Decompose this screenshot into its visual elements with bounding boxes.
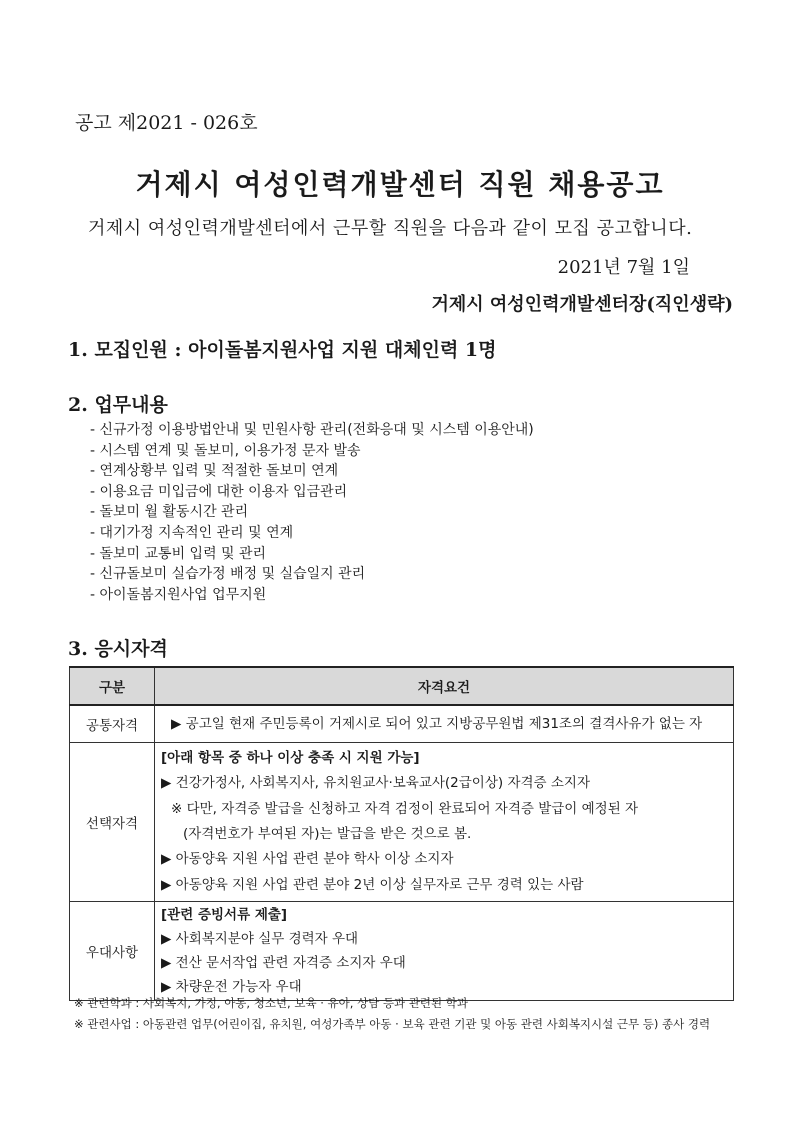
requirement-preferred	[155, 902, 734, 1001]
list-item: - 신규돌보미 실습가정 배정 및 실습일지 관리	[90, 566, 366, 583]
section-duties-heading: 2. 업무내용	[68, 394, 168, 416]
selective-line-2b: (자격번호가 부여된 자)는 발급을 받은 것으로 봄.	[183, 826, 472, 842]
table-row-selective	[70, 743, 734, 902]
selective-line-3: ▶ 아동양육 지원 사업 관련 분야 학사 이상 소지자	[161, 851, 454, 867]
selective-line-4: ▶ 아동양육 지원 사업 관련 분야 2년 이상 실무자로 근무 경력 있는 사람	[161, 877, 584, 893]
list-item: - 아이돌봄지원사업 업무지원	[90, 586, 267, 603]
category-selective: 선택자격	[70, 743, 155, 902]
duties-list	[90, 420, 534, 605]
list-item: - 돌보미 월 활동시간 관리	[90, 504, 249, 521]
page-title: 거제시 여성인력개발센터 직원 채용공고	[135, 168, 665, 201]
selective-line-1: ▶ 건강가정사, 사회복지사, 유치원교사·보육교사(2급이상) 자격증 소지자	[161, 775, 590, 791]
list-item: - 대기가정 지속적인 관리 및 연계	[90, 524, 294, 541]
list-item: - 돌보미 교통비 입력 및 관리	[90, 545, 267, 562]
notice-number: 공고 제2021 - 026호	[75, 112, 258, 134]
section-qualification-heading: 3. 응시자격	[68, 638, 168, 660]
common-line: ▶ 공고일 현재 주민등록이 거제시로 되어 있고 지방공무원법 제31조의 결격사유가 없는 자	[171, 716, 703, 732]
table-header-row	[70, 667, 734, 705]
selective-line-2a: ※ 다만, 자격증 발급을 신청하고 자격 검정이 완료되어 자격증 발급이 예정된 자	[171, 801, 639, 817]
header-category: 구분	[70, 667, 155, 705]
section-recruitment-heading: 1. 모집인원 : 아이돌봄지원사업 지원 대체인력 1명	[68, 339, 497, 361]
preferred-note: [관련 증빙서류 제출]	[161, 907, 288, 923]
preferred-line-1: ▶ 사회복지분야 실무 경력자 우대	[161, 931, 359, 947]
list-item: - 연계상황부 입력 및 적절한 돌보미 연계	[90, 463, 339, 480]
table-row-preferred	[70, 902, 734, 1001]
header-requirement: 자격요건	[155, 667, 734, 705]
category-common: 공통자격	[70, 705, 155, 743]
footnote-related-work: ※ 관련사업 : 아동관련 업무(어린이집, 유치원, 여성가족부 아동 · 보육 관련 기관 및 아동 관련 사회복지시설 근무 등) 종사 경력	[74, 1017, 711, 1031]
preferred-line-3: ▶ 차량운전 가능자 우대	[161, 979, 302, 995]
qualification-table	[69, 666, 734, 1001]
list-item: - 이용요금 미입금에 대한 이용자 입금관리	[90, 483, 348, 500]
list-item: - 시스템 연계 및 돌보미, 이용가정 문자 발송	[90, 442, 361, 459]
issuer: 거제시 여성인력개발센터장(직인생략)	[431, 294, 733, 315]
notice-date: 2021년 7월 1일	[557, 257, 690, 278]
list-item: - 신규가정 이용방법안내 및 민원사항 관리(전화응대 및 시스템 이용안내)	[90, 422, 534, 438]
requirement-selective	[155, 743, 734, 902]
preferred-line-2: ▶ 전산 문서작업 관련 자격증 소지자 우대	[161, 955, 406, 971]
selective-note: [아래 항목 중 하나 이상 충족 시 지원 가능]	[161, 750, 420, 766]
footnote-related-major: ※ 관련학과 : 사회복지, 가정, 아동, 청소년, 보육 · 유아, 상담 등과 관련된 학과	[74, 996, 469, 1010]
requirement-common	[155, 705, 734, 743]
intro-text: 거제시 여성인력개발센터에서 근무할 직원을 다음과 같이 모집 공고합니다.	[88, 218, 693, 239]
category-preferred: 우대사항	[70, 902, 155, 1001]
table-row-common	[70, 705, 734, 743]
